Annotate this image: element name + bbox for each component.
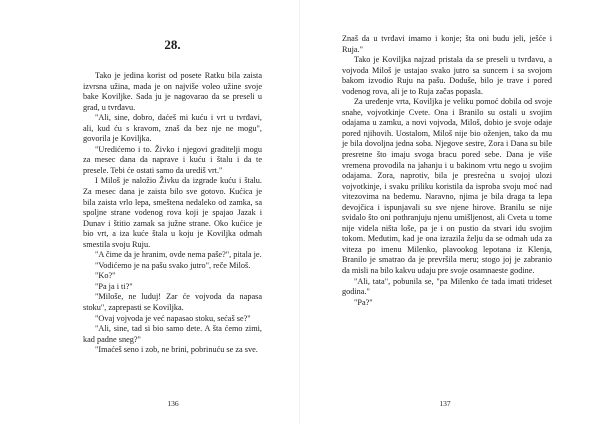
page-number: 137	[439, 399, 451, 408]
page-number: 136	[167, 399, 179, 408]
paragraph: "Vodićemo je na pašu svako jutro", reče Miloš.	[95, 260, 251, 270]
chapter-heading: 28.	[164, 37, 181, 52]
paragraph: "A čime da je hranim, ovde nema paše?", pitala je.	[95, 250, 262, 260]
paragraph: Za uređenje vrta, Kovilјka je veliku pomoć dobila od svoje snahe, vojvotkinje Cvete. Ona i Branilo su ostali u svojim odajama u zamku, a novi vojvoda, Miloš, dobio je svoje odaje pored njihovih. Uostalom, Miloš nije bio oženjen, tako da mu je bila dovolјna jedna soba. Njegove sestre, Zora i Dana su bile presretne što imaju svoga bracu pored sebe. Dana je više vremena provodila na jahanju i u bakinom vrtu nego u svojim odajama. Zora, naprotiv, bila je presrećna u svojoj ulozi vojvotkinje, i svaku priliku koristila da isproba svoju moć nad vitezovima na bedemu. Naravno, njima je bila draga ta lepa devojčica i ispunjavali su sve njene hirove. Branilu se nije svidalo što oni pothranjuju njenu umišlјenost, ali Cveta u tome nije videla ništa loše, pa je i on pustio da stvari idu svojim tokom. Međutim, kad je ona izrazila želju da se odmah uda za viteza po imenu Milenko, plavookog lepotana iz Klenja, Branilo je smatrao da je prevršila meru; stogo joj je zabranio da misli na bilo kakvu udaju pre svoje osamnaeste godine.	[342, 97, 552, 276]
paragraph: "Miloše, ne luduj! Zar će vojvoda da napasa stoku", zaprepasti se Kovilјka.	[83, 292, 262, 313]
paragraph: "Ali, sine, tad si bio samo dete. A šta ćemo zimi, kad padne sneg?"	[83, 324, 262, 344]
left-page-text	[83, 71, 262, 356]
paragraph: "Ali, tata", pobunila se, "pa Milenko će tada imati trideset godina."	[342, 276, 552, 297]
paragraph: Tako je Kovilјka najzad pristala da se preseli u tvrđavu, a vojvoda Miloš je ustajao svako jutro sa suncem i sa svojom bakom izvodio Ruju na pašu. Doduše, bilo je trave i pored vodenog rova, ali je to Ruja začas popasla.	[342, 55, 552, 96]
right-page	[300, 0, 600, 424]
paragraph: "Uredićemo i to. Živko i njegovi graditelјi mogu za mesec dana da naprave i kuću i štalu i da te presele. Tebi će ostati samo da urediš vrt."	[83, 144, 262, 175]
paragraph: Tako je jedina korist od posete Ratku bila zaista izvrsna užina, mada je on najviše voleo užine svoje bake Kovilјke. Sada ju je nagovarao da se preseli u grad, u tvrđavu.	[83, 71, 262, 112]
paragraph: "Pa ja i ti?"	[95, 281, 133, 291]
paragraph: "Ali, sine, dobro, daćeš mi kuću i vrt u tvrđavi, ali, kud ću s kravom, znaš da bez nje ne mogu", govorila je Kovilјka.	[83, 113, 262, 144]
paragraph: "Ovaj vojvoda je već napasao stoku, sećaš se?"	[95, 313, 251, 323]
paragraph: "Imaćeš seno i zob, ne brini, pobrinuću se za sve.	[95, 345, 258, 355]
right-page-text	[342, 34, 552, 308]
paragraph: "Pa?"	[354, 297, 373, 307]
paragraph: "Ko?"	[95, 271, 116, 281]
paragraph: Znaš da u tvrđavi imamo i konje; šta oni budu jeli, ješće i Ruja."	[342, 34, 552, 54]
paragraph: I Miloš je naložio Živku da izgrade kuću i štalu. Za mesec dana je zaista bilo sve gotovo. Kućica je bila zaista vrlo lepa, smeštena nedaleko od zamka, sa spolјne strane vodenog rova koji je spajao Jazak i Dunav i štitio zamak sa južne strane. Oko kućice je bio vrt, a iza kuće štala u koju je Kovilјka odmah smestila svoju Ruju.	[83, 176, 262, 249]
